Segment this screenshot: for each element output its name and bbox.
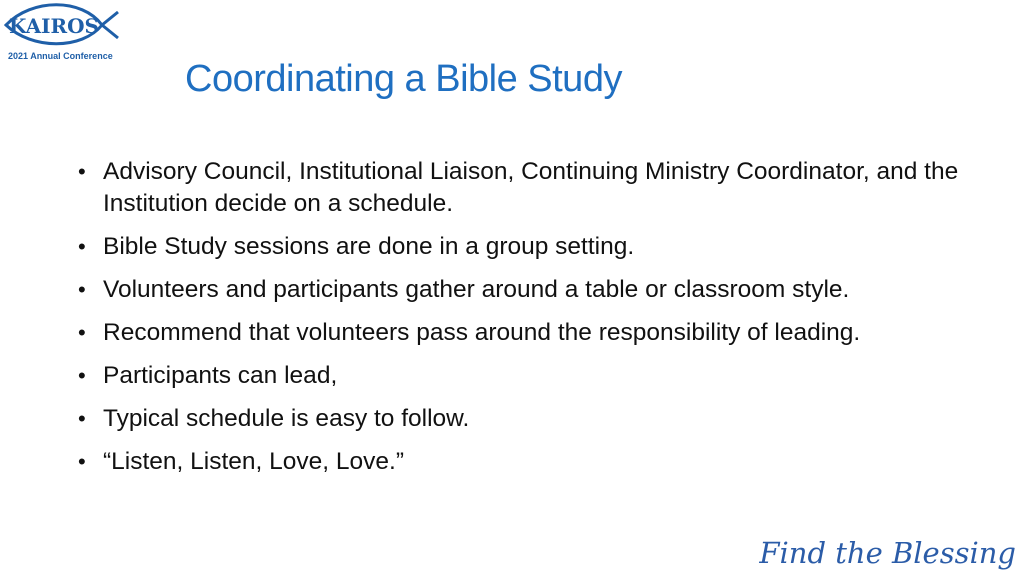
bullet-dot-icon: • xyxy=(78,234,86,259)
bullet-text: Participants can lead, xyxy=(103,362,338,389)
bullet-dot-icon: • xyxy=(78,363,86,388)
bullet-text: Bible Study sessions are done in a group setting. xyxy=(103,233,635,260)
bullet-dot-icon: • xyxy=(78,277,86,302)
bullet-dot-icon: • xyxy=(78,159,86,184)
bullet-dot-icon: • xyxy=(78,320,86,345)
conference-label: 2021 Annual Conference xyxy=(8,51,113,61)
bullet-item xyxy=(78,231,978,263)
bullet-item xyxy=(78,156,978,220)
bullet-item xyxy=(78,446,978,478)
bullet-text: Typical schedule is easy to follow. xyxy=(103,405,470,432)
bullet-text: Volunteers and participants gather around a table or classroom style. xyxy=(103,276,850,303)
bullet-item xyxy=(78,317,978,349)
bullet-item xyxy=(78,360,978,392)
bullet-text: “Listen, Listen, Love, Love.” xyxy=(103,448,404,475)
bullet-text: Advisory Council, Institutional Liaison, Continuing Ministry Coordinator, and the Institution decide on a schedule. xyxy=(103,158,959,217)
bullet-dot-icon: • xyxy=(78,406,86,431)
footer-tagline: Find the Blessing xyxy=(759,536,1016,570)
logo-wordmark: KAIROS xyxy=(9,14,99,38)
kairos-logo xyxy=(2,2,120,48)
bullet-item xyxy=(78,274,978,306)
fish-logo-icon xyxy=(2,2,120,48)
bullet-dot-icon: • xyxy=(78,449,86,474)
bullet-item xyxy=(78,403,978,435)
bullet-list xyxy=(78,156,978,489)
slide-title: Coordinating a Bible Study xyxy=(185,58,622,100)
bullet-text: Recommend that volunteers pass around the responsibility of leading. xyxy=(103,319,861,346)
